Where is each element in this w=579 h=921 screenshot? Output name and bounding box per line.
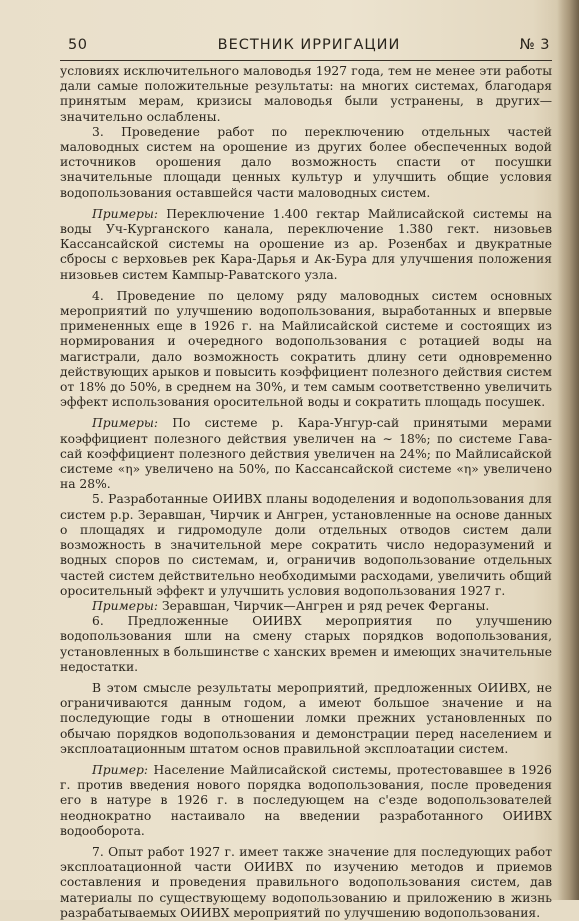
paragraph-item-4: [60, 289, 552, 411]
paragraph-text: По системе р. Кара-Унгур-сай принятыми мерами коэффициент полезного действия увеличен на ∼ 18%; по системе Гава-сай коэффициент полезного действия увеличен на 24%; по Майлисайской системе «η» увеличено на 50%, по Кассансайской системе «η» увеличено на 28%.: [60, 416, 552, 492]
example-label: Примеры:: [92, 598, 159, 613]
page-number: 50: [68, 37, 88, 53]
example-label: Пример:: [92, 762, 149, 777]
paragraph-example: [60, 599, 552, 614]
paragraph-text: условиях исключительного маловодья 1927 года, тем не менее эти работы дали самые положительные результаты: на многих системах, благодаря принятым мерам, кризисы маловодья были устранены, в других—значительно ослаблены.: [60, 64, 552, 124]
paragraph-item-6: [60, 614, 552, 675]
paragraph-item-3: [60, 125, 552, 201]
running-header: [68, 37, 550, 57]
header-rule: [60, 60, 552, 61]
paragraph-continuation: [60, 64, 552, 125]
paragraph-text: 5. Разработанные ОИИВХ планы вододеления и водопользования для систем р.р. Зеравшан, Чирчик и Ангрен, установленные на основе данных о площадях и гидромодуле доли отдельных отводов систем дали возможность в значительной мере сократить число недоразумений и водных споров по системам, и, ограничив водопользование отдельных частей систем действительно необходимыми расходами, увеличить общий оросительный эффект и улучшить условия водопользования 1927 г.: [60, 492, 552, 598]
paragraph-text: В этом смысле результаты мероприятий, предложенных ОИИВХ, не ограничиваются данным годом, а имеют большое значение и на последующие годы в отношении ломки прежних установленных по обычаю порядков водопользования и демонстрации перед населением и эксплоатационным штатом основ правильной эксплоатации систем.: [60, 680, 552, 756]
paragraph-text: Зеравшан, Чирчик—Ангрен и ряд речек Ферганы.: [161, 598, 490, 613]
example-label: Примеры:: [92, 416, 159, 431]
paragraph-results: [60, 681, 552, 757]
issue-number: № 3: [519, 37, 550, 53]
paragraph-text: Население Майлисайской системы, протестовавшее в 1926 г. против введения нового порядка водопользования, после проведения его в натуре в 1926 г. в последующем на с'езде водопользователей неоднократно настаивало на введении разработанного ОИИВХ водооборота.: [60, 762, 552, 838]
paragraph-text: 3. Проведение работ по переключению отдельных частей маловодных систем на орошение из других более обеспеченных водой источников орошения дало возможность спасти от посушки значительные площади ценных культур и улучшить общие условия водопользования оставшейся части маловодных систем.: [60, 124, 552, 200]
paragraph-example: [60, 207, 552, 283]
paragraph-text: 7. Опыт работ 1927 г. имеет также значение для последующих работ эксплоатационной части ОИИВХ по изучению методов и приемов составления и проведения правильного водопользования систем, дав материалы по существующему водопользованию и приложению в жизнь разрабатываемых ОИИВХ мероприятий по улучшению водопользования.: [60, 844, 552, 920]
paragraph-text: 6. Предложенные ОИИВХ мероприятия по улучшению водопользования шли на смену старых порядков водопользования, установленных в большинстве с ханских времен и имеющих значительные недостатки.: [60, 614, 552, 674]
journal-title: ВЕСТНИК ИРРИГАЦИИ: [217, 37, 401, 53]
paragraph-text: Переключение 1.400 гектар Майлисайской системы на воды Уч-Курганского канала, переключение 1.380 гект. низовьев Кассансайской системы на орошение из ар. Розенбах и двукратные сбросы с верховьев рек Кара-Дарья и Ак-Бура для улучшения положения низовьев систем Кампыр-Раватского узла.: [60, 206, 552, 282]
paragraph-item-5: [60, 492, 552, 598]
paragraph-item-7: [60, 845, 552, 921]
binding-gutter-shadow: [557, 0, 579, 900]
article-body: [60, 64, 552, 921]
paragraph-text: 4. Проведение по целому ряду маловодных систем основных мероприятий по улучшению водопользования, выработанных и впервые примененных еще в 1926 г. на Майлисайской системе и состоящих из нормирования и очередного водопользования с ротацией воды на магистрали, дало возможность сократить длину сети одновременно действующих арыков и повысить коэффициент полезного действия систем от 18% до 50%, в среднем на 30%, и тем самым соответственно увеличить эффект использования оросительной воды и сократить площадь посушек.: [60, 288, 552, 410]
example-label: Примеры:: [92, 206, 159, 221]
paragraph-example: [60, 763, 552, 839]
paragraph-example: [60, 416, 552, 492]
